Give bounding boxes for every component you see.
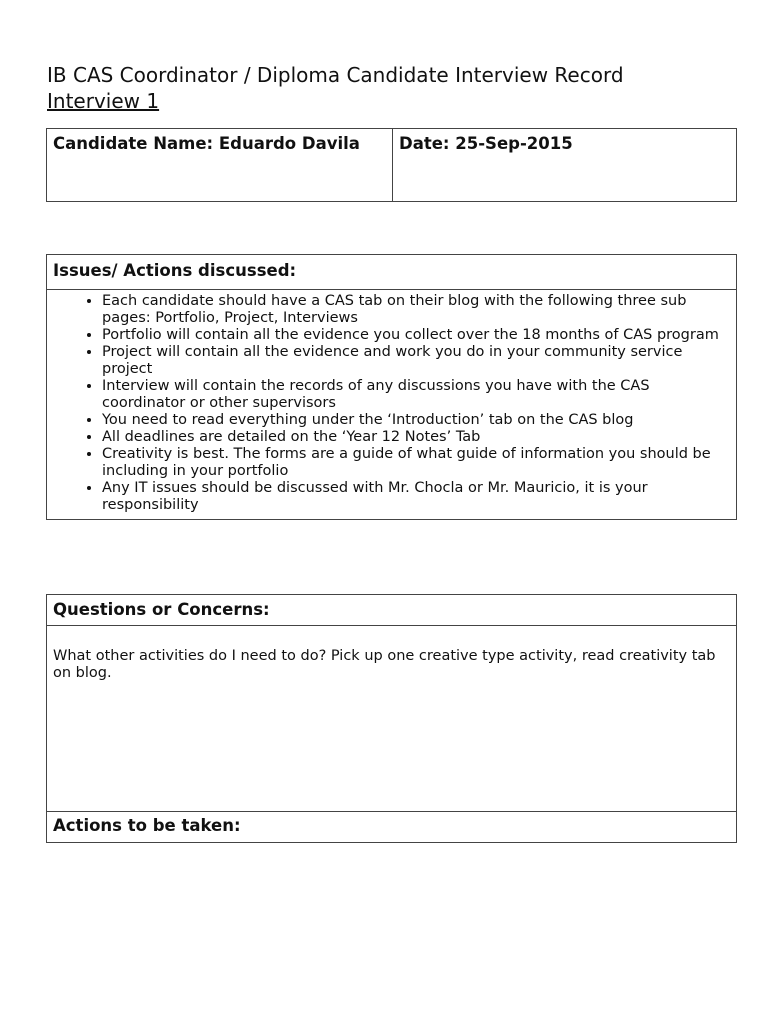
- questions-body: What other activities do I need to do? Pick up one creative type activity, read creativity tab on blog.: [47, 626, 737, 812]
- list-item: • Each candidate should have a CAS tab on their blog with the following three sub pages: Portfolio, Project, Interviews: [102, 293, 730, 327]
- candidate-info-table: [46, 128, 737, 202]
- issues-heading: Issues/ Actions discussed:: [47, 255, 737, 290]
- actions-heading: Actions to be taken:: [47, 812, 737, 843]
- issues-list: [53, 293, 730, 514]
- list-item: • Project will contain all the evidence and work you do in your community service project: [102, 344, 730, 378]
- list-item: • All deadlines are detailed on the ‘Year 12 Notes’ Tab: [102, 429, 730, 446]
- list-item: • You need to read everything under the ‘Introduction’ tab on the CAS blog: [102, 412, 730, 429]
- issues-body: [47, 290, 737, 520]
- questions-heading: Questions or Concerns:: [47, 595, 737, 626]
- candidate-name-cell: Candidate Name: Eduardo Davila: [47, 129, 393, 202]
- page-title: IB CAS Coordinator / Diploma Candidate Interview Record: [47, 63, 624, 87]
- interview-subtitle: Interview 1: [47, 89, 160, 113]
- list-item: • Portfolio will contain all the evidence you collect over the 18 months of CAS program: [102, 327, 730, 344]
- list-item: • Interview will contain the records of any discussions you have with the CAS coordinator or other supervisors: [102, 378, 730, 412]
- issues-table: [46, 254, 737, 520]
- date-cell: Date: 25-Sep-2015: [393, 129, 737, 202]
- list-item: • Creativity is best. The forms are a guide of what guide of information you should be including in your portfolio: [102, 446, 730, 480]
- list-item: • Any IT issues should be discussed with Mr. Chocla or Mr. Mauricio, it is your responsibility: [102, 480, 730, 514]
- questions-table: [46, 594, 737, 843]
